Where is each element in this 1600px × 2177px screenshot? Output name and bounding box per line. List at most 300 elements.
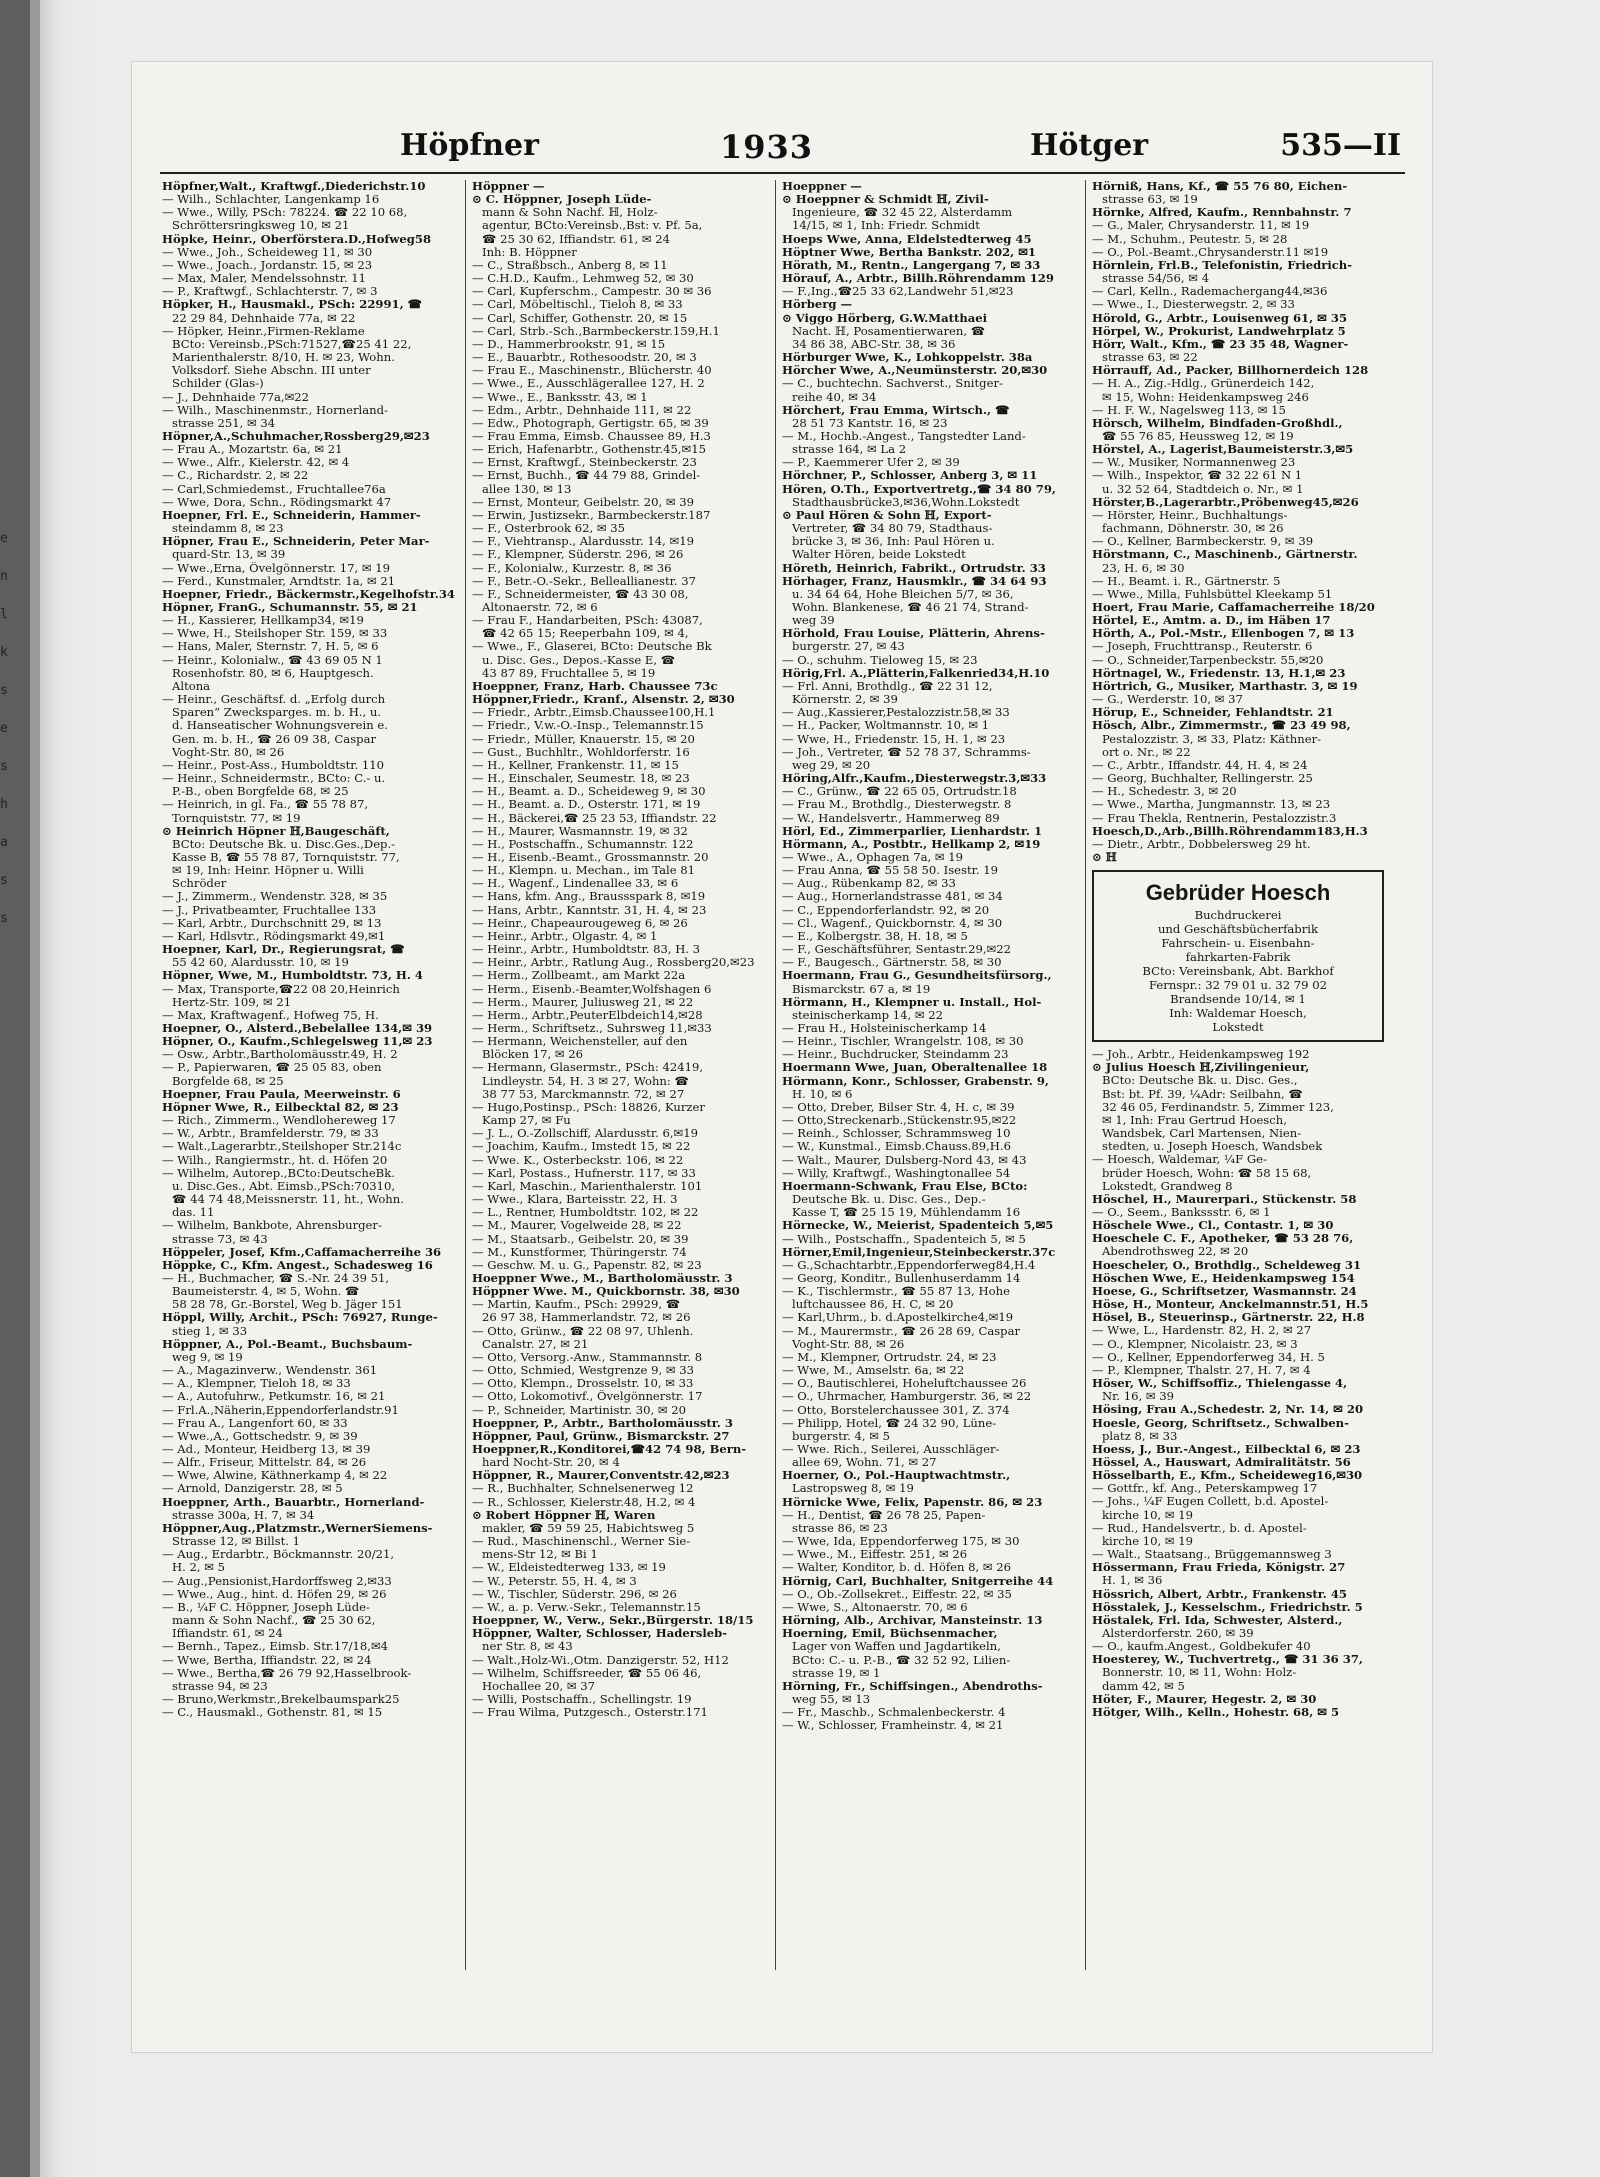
directory-entry-line: — J., Dehnhaide 77a,✉22: [162, 390, 310, 404]
directory-entry-line: — Arnold, Danzigerstr. 28, ✉ 5: [162, 1482, 343, 1496]
directory-entry-line: — Wwe., Milla, Fuhlsbüttel Kleekamp 51: [1092, 587, 1333, 601]
directory-entry-line: — L., Rentner, Humboldtstr. 102, ✉ 22: [472, 1206, 699, 1220]
directory-entry-line: — Wwe, H., Friedenstr. 15, H. 1, ✉ 23: [782, 732, 1006, 746]
directory-entry-line: kirche 10, ✉ 19: [1102, 1534, 1194, 1548]
directory-entry-line: Hörold, G., Arbtr., Louisenweg 61, ✉ 35: [1092, 311, 1348, 325]
directory-entry-line: ⊙ ℍ: [1092, 850, 1117, 864]
directory-entry-line: — F., Betr.-O.-Sekr., Belleallianestr. 37: [472, 574, 696, 588]
directory-entry-line: — Frau A., Mozartstr. 6a, ✉ 21: [162, 443, 343, 457]
directory-entry-line: — Max, Kraftwagenf., Hofweg 75, H.: [162, 1008, 379, 1022]
directory-entry-line: — C., buchtechn. Sachverst., Snitger-: [782, 377, 1003, 391]
directory-entry-line: — Otto, Borstelerchaussee 301, Z. 374: [782, 1403, 1010, 1417]
directory-entry-line: — Carl, Möbeltischl., Tieloh 8, ✉ 33: [472, 298, 683, 312]
directory-entry-line: — Wwe, H., Steilshoper Str. 159, ✉ 33: [162, 627, 388, 641]
directory-entry-line: — Wilh., Schlachter, Langenkamp 16: [162, 193, 380, 207]
directory-entry-line: — Rich., Zimmerm., Wendlohereweg 17: [162, 1114, 396, 1128]
directory-entry-line: stieg 1, ✉ 33: [172, 1324, 248, 1338]
header-first-name: Höpfner: [400, 128, 539, 163]
directory-entry-line: — R., Schlosser, Kielerstr.48, H.2, ✉ 4: [472, 1495, 696, 1509]
advertisement-line: Lokstedt: [1212, 1020, 1264, 1035]
directory-entry-line: — Rud., Handelsvertr., b. d. Apostel-: [1092, 1521, 1307, 1535]
directory-entry-line: — Hoesch, Waldemar, ¼F Ge-: [1092, 1153, 1267, 1167]
directory-entry-line: kirche 10, ✉ 19: [1102, 1508, 1194, 1522]
directory-entry-line: Hoermann, Frau G., Gesundheitsfürsorg.,: [782, 969, 1052, 983]
directory-entry-line: ⊙ Heinrich Höpner ℍ,Baugeschäft,: [162, 824, 390, 838]
directory-entry-line: — Carl, Strb.-Sch.,Barmbeckerstr.159,H.1: [472, 324, 720, 338]
directory-entry-line: — Philipp, Hotel, ☎ 24 32 90, Lüne-: [782, 1416, 997, 1430]
directory-entry-line: — H., Beamt. a. D., Osterstr. 171, ✉ 19: [472, 798, 701, 812]
advertisement-line: und Geschäftsbücherfabrik: [1157, 922, 1319, 937]
directory-entry-line: Gen. m. b. H., ☎ 26 09 38, Caspar: [172, 732, 377, 746]
directory-entry-line: weg 39: [792, 614, 835, 628]
directory-entry-line: — Wwe, Ida, Eppendorferweg 175, ✉ 30: [782, 1535, 1020, 1549]
directory-entry-line: Hörhold, Frau Louise, Plätterin, Ahrens-: [782, 627, 1045, 641]
directory-entry-line: Borgfelde 68, ✉ 25: [172, 1074, 284, 1088]
directory-entry-line: Wohn. Blankenese, ☎ 46 21 74, Strand-: [792, 601, 1029, 614]
directory-entry-line: — Joh., Arbtr., Heidenkampsweg 192: [1092, 1048, 1310, 1062]
directory-entry-line: Hössermann, Frau Frieda, Königstr. 27: [1092, 1561, 1346, 1575]
directory-entry-line: — Wilh., Rangiermstr., ht. d. Höfen 20: [162, 1153, 388, 1167]
directory-entry-line: Hörnlein, Frl.B., Telefonistin, Friedrich-: [1092, 258, 1353, 272]
gutter-letter: e: [0, 531, 8, 546]
directory-entry-line: — Aug.,Kassierer,Pestalozzistr.58,✉ 33: [782, 706, 1010, 720]
advertisement-line: Brandsende 10/14, ✉ 1: [1170, 992, 1306, 1007]
directory-entry-line: ✉ 15, Wohn: Heidenkampsweg 246: [1102, 390, 1309, 404]
directory-entry-line: damm 42, ✉ 5: [1102, 1679, 1185, 1693]
directory-entry-line: — A., Magazinverw., Wendenstr. 361: [162, 1364, 378, 1378]
directory-entry-line: Hörmann, H., Klempner u. Install., Hol-: [782, 995, 1042, 1009]
directory-entry-line: — Karl, Hdlsvtr., Rödingsmarkt 49,✉1: [162, 929, 386, 943]
directory-entry-line: — Ad., Monteur, Heidberg 13, ✉ 39: [162, 1443, 371, 1456]
directory-entry-line: — Otto,Streckenarb.,Stückenstr.95,✉22: [782, 1114, 1017, 1128]
directory-entry-line: — Ferd., Kunstmaler, Arndtstr. 1a, ✉ 21: [162, 574, 396, 588]
directory-entry-line: — Wilhelm, Bankbote, Ahrensburger-: [162, 1219, 382, 1233]
directory-entry-line: — Erich, Hafenarbtr., Gothenstr.45,✉15: [472, 443, 706, 457]
directory-entry-line: Strasse 12, ✉ Billst. 1: [172, 1535, 301, 1549]
directory-entry-line: strasse 164, ✉ La 2: [792, 443, 907, 457]
directory-entry-line: — F., Kolonialw., Kurzestr. 8, ✉ 36: [472, 561, 672, 575]
directory-entry-line: — O., Seem., Bankssstr. 6, ✉ 1: [1092, 1206, 1271, 1219]
directory-entry-line: Hörcher Wwe, A.,Neumünsterstr. 20,✉30: [782, 364, 1048, 378]
directory-entry-line: — Heinr., Schneidermstr., BCto: C.- u.: [162, 772, 386, 786]
directory-entry-line: Hoeps Wwe, Anna, Eldelstedterweg 45: [782, 232, 1032, 246]
directory-entry-line: burgerstr. 27, ✉ 43: [792, 640, 905, 654]
directory-entry-line: — Walt.,Holz-Wi.,Otm. Danzigerstr. 52, H12: [472, 1653, 729, 1667]
directory-entry-line: mann & Sohn Nachf., ☎ 25 30 62,: [172, 1614, 376, 1628]
gutter-letter: s: [0, 683, 8, 698]
directory-entry-line: — C., Eppendorferlandstr. 92, ✉ 20: [782, 903, 990, 917]
directory-entry-line: — Wwe., Joh., Scheideweg 11, ✉ 30: [162, 245, 373, 259]
directory-entry-line: Hörpel, W., Prokurist, Landwehrplatz 5: [1092, 324, 1346, 338]
directory-entry-line: — Aug., Rübenkamp 82, ✉ 33: [782, 877, 956, 891]
directory-entry-line: — Hans, Maler, Sternstr. 7, H. 5, ✉ 6: [162, 640, 379, 654]
directory-entry-line: burgerstr. 4, ✉ 5: [792, 1429, 891, 1443]
directory-entry-line: — C., Straßbsch., Anberg 8, ✉ 11: [472, 258, 668, 272]
directory-entry-line: — Osw., Arbtr.,Bartholomäusstr.49, H. 2: [162, 1048, 398, 1062]
header-year: 1933: [720, 128, 814, 166]
directory-entry-line: — Wwe.,Erna, Övelgönnerstr. 17, ✉ 19: [162, 561, 390, 575]
directory-column-2: [472, 180, 768, 1970]
directory-entry-line: — Wwe., E., Ausschlägerallee 127, H. 2: [472, 377, 705, 391]
directory-entry-line: — Joseph, Fruchttransp., Reuterstr. 6: [1092, 640, 1313, 654]
directory-entry-line: ☎ 42 65 15; Reeperbahn 109, ✉ 4,: [482, 627, 689, 641]
directory-entry-line: — H., Maurer, Wasmannstr. 19, ✉ 32: [472, 824, 688, 838]
directory-entry-line: — Wwe. Rich., Seilerei, Ausschläger-: [782, 1443, 1000, 1456]
directory-entry-line: — H., Kassierer, Hellkamp34, ✉19: [162, 614, 364, 628]
directory-entry-line: Hötger, Wilh., Kelln., Hohestr. 68, ✉ 5: [1092, 1705, 1340, 1719]
directory-entry-line: — Wwe.,A., Gottschedstr. 9, ✉ 39: [162, 1429, 358, 1443]
directory-entry-line: — Frau M., Brothdlg., Diesterwegstr. 8: [782, 798, 1012, 812]
directory-entry-line: Hoeppner, Franz, Harb. Chaussee 73c: [472, 679, 718, 693]
directory-entry-line: Höptner Wwe, Bertha Bankstr. 202, ✉1: [782, 245, 1036, 259]
directory-entry-line: Höring,Alfr.,Kaufm.,Diesterwegstr.3,✉33: [782, 772, 1047, 786]
directory-entry-line: — Wwe., A., Ophagen 7a, ✉ 19: [782, 850, 964, 864]
directory-entry-line: — Walt., Maurer, Dulsberg-Nord 43, ✉ 43: [782, 1153, 1027, 1167]
directory-entry-line: strasse 54/56, ✉ 4: [1102, 272, 1210, 286]
directory-entry-line: Höser, W., Schiffsoffiz., Thielengasse 4,: [1092, 1377, 1348, 1391]
directory-entry-line: — Otto, Versorg.-Anw., Stammannstr. 8: [472, 1350, 703, 1364]
directory-entry-line: — Herm., Zollbeamt., am Markt 22a: [472, 969, 686, 983]
directory-entry-line: — O., Ob.-Zollsekret., Eiffestr. 22, ✉ 35: [782, 1587, 1012, 1601]
running-header: [160, 128, 1405, 170]
directory-entry-line: — Wwe., F., Glaserei, BCto: Deutsche Bk: [472, 640, 712, 654]
directory-entry-line: Höstalek, Frl. Ida, Schwester, Alsterd.,: [1092, 1613, 1343, 1627]
directory-entry-line: platz 8, ✉ 33: [1102, 1429, 1178, 1443]
directory-entry-line: Hoerner, O., Pol.-Hauptwachtmstr.,: [782, 1469, 1011, 1483]
directory-entry-line: — C.H.D., Kaufm., Lehmweg 52, ✉ 30: [472, 272, 694, 286]
directory-entry-line: strasse 86, ✉ 23: [792, 1521, 888, 1535]
directory-entry-line: ⊙ Paul Hören & Sohn ℍ, Export-: [782, 508, 992, 522]
directory-entry-line: — C., Hausmakl., Gothenstr. 81, ✉ 15: [162, 1706, 383, 1720]
directory-entry-line: Ingenieure, ☎ 32 45 22, Alsterdamm: [792, 206, 1013, 220]
directory-entry-line: allee 69, Wohn. 71, ✉ 27: [792, 1456, 937, 1470]
directory-entry-line: strasse 63, ✉ 19: [1102, 193, 1198, 207]
directory-entry-line: — Friedr., Arbtr.,Eimsb.Chaussee100,H.1: [472, 706, 716, 720]
directory-entry-line: Abendrothsweg 22, ✉ 20: [1102, 1245, 1249, 1259]
directory-entry-line: — W., Tischler, Süderstr. 296, ✉ 26: [472, 1587, 677, 1601]
directory-entry-line: Hösselbarth, E., Kfm., Scheideweg16,✉30: [1092, 1469, 1363, 1483]
directory-entry-line: Baumeisterstr. 4, ✉ 5, Wohn. ☎: [172, 1285, 360, 1299]
directory-entry-line: Hörburger Wwe, K., Lohkoppelstr. 38a: [782, 351, 1033, 365]
directory-entry-line: hard Nocht-Str. 20, ✉ 4: [482, 1456, 620, 1470]
directory-column-3: [782, 180, 1078, 1970]
directory-entry-line: — Max, Maler, Mendelssohnstr. 11: [162, 272, 366, 286]
directory-entry-line: 26 97 38, Hammerlandstr. 72, ✉ 26: [482, 1311, 691, 1325]
directory-entry-line: — Wwe., Bertha,☎ 26 79 92,Hasselbrook-: [162, 1666, 412, 1680]
directory-entry-line: Hoepner, Frl. E., Schneiderin, Hammer-: [162, 508, 421, 522]
directory-entry-line: Hoescheler, O., Brothdlg., Scheldeweg 31: [1092, 1258, 1362, 1272]
directory-entry-line: — Edw., Photograph, Gertigstr. 65, ✉ 39: [472, 416, 709, 430]
directory-entry-line: — H., Einschaler, Seumestr. 18, ✉ 23: [472, 772, 690, 786]
directory-entry-line: BCto: C.- u. P.-B., ☎ 32 52 92, Lilien-: [792, 1653, 1011, 1667]
directory-entry-line: Hoeppner,R.,Konditorei,☎42 74 98, Bern-: [472, 1443, 747, 1456]
directory-entry-line: Schilder (Glas-): [172, 377, 264, 391]
directory-entry-line: — F., Osterbrook 62, ✉ 35: [472, 522, 625, 536]
directory-entry-line: Hörchert, Frau Emma, Wirtsch., ☎: [782, 403, 1010, 417]
directory-entry-line: Höppl, Willy, Archit., PSch: 76927, Runge-: [162, 1311, 438, 1325]
directory-entry-line: Iffiandstr. 61, ✉ 24: [172, 1627, 283, 1641]
directory-entry-line: — Wilh., Inspektor, ☎ 32 22 61 N 1: [1092, 469, 1303, 483]
directory-entry-line: — H., Beamt. a. D., Scheideweg 9, ✉ 30: [472, 785, 706, 799]
directory-entry-line: — Reinh., Schlosser, Schrammsweg 10: [782, 1127, 1011, 1141]
directory-entry-line: BCto: Vereinsb.,PSch:71527,☎25 41 22,: [172, 337, 412, 351]
directory-entry-line: Höppner Wwe. M., Quickbornstr. 38, ✉30: [472, 1285, 740, 1299]
directory-entry-line: — Karl, Postass., Hufnerstr. 117, ✉ 33: [472, 1166, 696, 1180]
directory-entry-line: Hoese, G., Schriftsetzer, Wasmannstr. 24: [1092, 1284, 1357, 1298]
directory-entry-line: — M., Maurermstr., ☎ 26 28 69, Caspar: [782, 1324, 1021, 1338]
directory-entry-line: Schröder: [172, 877, 227, 891]
directory-entry-line: Deutsche Bk. u. Disc. Ges., Dep.-: [792, 1193, 986, 1207]
directory-entry-line: Pestalozzistr. 3, ✉ 33, Platz: Käthner-: [1102, 732, 1322, 746]
directory-entry-line: Höppner, Paul, Grünw., Bismarckstr. 27: [472, 1429, 730, 1443]
directory-entry-line: H. 10, ✉ 6: [792, 1087, 853, 1101]
directory-entry-line: — Wwe, Dora, Schn., Rödingsmarkt 47: [162, 495, 392, 509]
directory-entry-line: — Carl, Kelln., Rademachergang44,✉36: [1092, 285, 1328, 299]
directory-entry-line: — J., Privatbeamter, Fruchtallee 133: [162, 903, 377, 917]
directory-entry-line: 58 28 78, Gr.-Borstel, Weg b. Jäger 151: [172, 1298, 403, 1312]
directory-entry-line: — Hermann, Glasermstr., PSch: 42419,: [472, 1061, 704, 1075]
directory-entry-line: — G., Werderstr. 10, ✉ 37: [1092, 693, 1243, 707]
directory-entry-line: weg 9, ✉ 19: [172, 1350, 243, 1364]
directory-entry-line: — Edm., Arbtr., Dehnhaide 111, ✉ 22: [472, 403, 692, 417]
advertisement-line: Fahrschein- u. Eisenbahn-: [1161, 936, 1315, 951]
directory-entry-line: Hörchner, P., Schlosser, Anberg 3, ✉ 11: [782, 469, 1038, 483]
directory-entry-line: Hoermann Wwe, Juan, Oberaltenallee 18: [782, 1061, 1048, 1075]
directory-entry-line: Hoeppner Wwe., M., Bartholomäusstr. 3: [472, 1271, 733, 1285]
directory-entry-line: Hörster,B.,Lagerarbtr.,Pröbenweg45,✉26: [1092, 495, 1359, 509]
directory-entry-line: d. Hanseatischer Wohnungsverein e.: [172, 719, 388, 733]
advertisement-line: Buchdruckerei: [1194, 908, 1282, 923]
directory-entry-line: Altonaerstr. 72, ✉ 6: [482, 601, 598, 614]
directory-entry-line: — P., Papierwaren, ☎ 25 05 83, oben: [162, 1061, 382, 1075]
directory-entry-line: — Hugo,Postinsp., PSch: 18826, Kurzer: [472, 1100, 705, 1114]
directory-entry-line: mann & Sohn Nachf. ℍ, Holz-: [482, 206, 658, 220]
directory-entry-line: Sparen“ Zwecksparges. m. b. H., u.: [172, 706, 382, 720]
directory-entry-line: Hösing, Frau A.,Schedestr. 2, Nr. 14, ✉ 20: [1092, 1403, 1364, 1417]
directory-entry-line: Hoeppner, Arth., Bauarbtr., Hornerland-: [162, 1495, 425, 1509]
directory-entry-line: BCto: Deutsche Bk. u. Disc.Ges.,Dep.-: [172, 837, 396, 851]
directory-entry-line: Hösel, B., Steuerinsp., Gärtnerstr. 22, H.8: [1092, 1311, 1365, 1325]
directory-entry-line: — O., Pol.-Beamt.,Chrysanderstr.11 ✉19: [1092, 245, 1329, 259]
directory-entry-line: Hoermann-Schwank, Frau Else, BCto:: [782, 1179, 1028, 1193]
directory-entry-line: Hoepner, Friedr., Bäckermstr.,Kegelhofstr.34: [162, 587, 455, 601]
directory-entry-line: Höppner, R., Maurer,Conventstr.42,✉23: [472, 1469, 730, 1483]
directory-entry-line: Höppner, A., Pol.-Beamt., Buchsbaum-: [162, 1337, 413, 1351]
advertisement-box: [1092, 870, 1384, 1042]
directory-entry-line: — Heinr., Chapeaurougeweg 6, ✉ 26: [472, 916, 688, 930]
directory-entry-line: ⊙ Hoeppner & Schmidt ℍ, Zivil-: [782, 193, 989, 207]
directory-entry-line: — H. F. W., Nagelsweg 113, ✉ 15: [1092, 403, 1286, 417]
directory-entry-line: Hörberg —: [782, 298, 853, 312]
directory-entry-line: — M., Kunstformer, Thüringerstr. 74: [472, 1245, 687, 1259]
directory-entry-line: Walter Hören, beide Lokstedt: [792, 548, 966, 562]
directory-entry-line: Körnerstr. 2, ✉ 39: [792, 693, 898, 707]
directory-entry-line: strasse 251, ✉ 34: [172, 416, 276, 430]
directory-entry-line: agentur, BCto:Vereinsb.,Bst: v. Pf. 5a,: [482, 219, 703, 233]
directory-entry-line: Vertreter, ☎ 34 80 79, Stadthaus-: [792, 522, 993, 536]
directory-entry-line: — Wwe., Aug., hint. d. Höfen 29, ✉ 26: [162, 1587, 387, 1601]
directory-entry-line: Hörtel, E., Amtm. a. D., im Häben 17: [1092, 614, 1331, 628]
directory-entry-line: Hörtrich, G., Musiker, Marthastr. 3, ✉ 19: [1092, 679, 1358, 693]
directory-entry-line: weg 55, ✉ 13: [792, 1692, 871, 1706]
directory-entry-line: — P., Kraftwgf., Schlachterstr. 7, ✉ 3: [162, 285, 378, 299]
directory-entry-line: — W., Arbtr., Bramfelderstr. 79, ✉ 33: [162, 1127, 379, 1141]
directory-entry-line: Hörth, A., Pol.-Mstr., Ellenbogen 7, ✉ 13: [1092, 627, 1355, 641]
directory-entry-line: — G., Maler, Chrysanderstr. 11, ✉ 19: [1092, 219, 1310, 233]
directory-entry-line: — Walt., Staatsang., Brüggemannsweg 3: [1092, 1548, 1332, 1562]
gutter-letter: l: [0, 607, 8, 622]
directory-entry-line: — Heinr., Arbtr., Olgastr. 4, ✉ 1: [472, 929, 658, 943]
directory-entry-line: stedten, u. Joseph Hoesch, Wandsbek: [1102, 1140, 1323, 1154]
directory-entry-line: — Erwin, Justizsekr., Barmbeckerstr.187: [472, 508, 711, 522]
directory-entry-line: Hörnicke Wwe, Felix, Papenstr. 86, ✉ 23: [782, 1495, 1043, 1509]
directory-entry-line: 43 87 89, Fruchtallee 5, ✉ 19: [482, 666, 656, 680]
directory-entry-line: — Frau Anna, ☎ 55 58 50. Isestr. 19: [782, 864, 999, 878]
directory-entry-line: Hörr, Walt., Kfm., ☎ 23 35 48, Wagner-: [1092, 337, 1349, 351]
directory-entry-line: — Wwe., Willy, PSch: 78224. ☎ 22 10 68,: [162, 206, 408, 220]
column-divider: [465, 180, 466, 1970]
directory-entry-line: — Wwe., Joach., Jordanstr. 15, ✉ 23: [162, 258, 373, 272]
directory-entry-line: H. 2, ✉ 5: [172, 1561, 226, 1575]
directory-entry-line: — F., Baugesch., Gärtnerstr. 58, ✉ 30: [782, 956, 1002, 970]
directory-entry-line: — Gust., Buchhltr., Wohldorferstr. 16: [472, 745, 690, 759]
directory-entry-line: Hoesterey, W., Tuchvertretg., ☎ 31 36 37,: [1092, 1653, 1363, 1667]
directory-entry-line: Höpner, FranG., Schumannstr. 55, ✉ 21: [162, 601, 418, 614]
directory-entry-line: — F., Klempner, Süderstr. 296, ✉ 26: [472, 548, 684, 562]
directory-entry-line: Höschen Wwe, E., Heidenkampsweg 154: [1092, 1271, 1355, 1285]
directory-entry-line: strasse 73, ✉ 43: [172, 1232, 268, 1246]
directory-entry-line: 22 29 84, Dehnhaide 77a, ✉ 22: [172, 311, 356, 325]
directory-entry-line: — E., Bauarbtr., Rothesoodstr. 20, ✉ 3: [472, 351, 697, 365]
directory-entry-line: Hösch, Albr., Zimmermstr., ☎ 23 49 98,: [1092, 719, 1351, 733]
directory-columns: [162, 180, 1402, 1980]
directory-entry-line: Hörsch, Wilhelm, Bindfaden-Großhdl.,: [1092, 416, 1343, 430]
directory-entry-line: — Otto, Klempn., Drosselstr. 10, ✉ 33: [472, 1377, 694, 1391]
directory-entry-line: Höschele Wwe., Cl., Contastr. 1, ✉ 30: [1092, 1219, 1334, 1233]
directory-entry-line: Hoeppner, W., Verw., Sekr.,Bürgerstr. 18/15: [472, 1614, 754, 1628]
directory-entry-line: — O., kaufm.Angest., Goldbekufer 40: [1092, 1640, 1311, 1654]
advertisement-line: Inh: Waldemar Hoesch,: [1169, 1006, 1307, 1021]
directory-entry-line: ☎ 25 30 62, Iffiandstr. 61, ✉ 24: [482, 232, 670, 246]
directory-entry-line: Hörning, Alb., Archivar, Mansteinstr. 13: [782, 1614, 1043, 1628]
directory-entry-line: — Joh., Vertreter, ☎ 52 78 37, Schramms-: [782, 745, 1031, 759]
header-rule: [160, 172, 1405, 174]
directory-entry-line: — W., Handelsvertr., Hammerweg 89: [782, 811, 1000, 825]
directory-entry-line: ort o. Nr., ✉ 22: [1102, 745, 1191, 759]
directory-entry-line: — Frl.A.,Näherin,Eppendorferlandstr.91: [162, 1403, 399, 1417]
directory-entry-line: — W., Peterstr. 55, H. 4, ✉ 3: [472, 1574, 637, 1588]
directory-entry-line: — Hans, Arbtr., Kanntstr. 31, H. 4, ✉ 23: [472, 903, 707, 917]
directory-entry-line: Hörtnagel, W., Friedenstr. 13, H.1,✉ 23: [1092, 666, 1346, 680]
directory-entry-line: Blöcken 17, ✉ 26: [482, 1048, 584, 1062]
directory-entry-line: — Höpker, Heinr.,Firmen-Reklame: [162, 324, 365, 338]
directory-entry-line: strasse 94, ✉ 23: [172, 1679, 268, 1693]
directory-entry-line: — D., Hammerbrookstr. 91, ✉ 15: [472, 337, 666, 351]
directory-entry-line: — H., Dentist, ☎ 26 78 25, Papen-: [782, 1508, 986, 1522]
directory-entry-line: — Wwe., E., Banksstr. 43, ✉ 1: [472, 390, 648, 404]
directory-entry-line: — M., Maurer, Vogelweide 28, ✉ 22: [472, 1219, 682, 1233]
directory-entry-line: Hörnecke, W., Meierist, Spadenteich 5,✉5: [782, 1219, 1054, 1233]
directory-entry-line: — Carl, Kupferschm., Campestr. 30 ✉ 36: [472, 285, 712, 299]
directory-entry-line: H. 1, ✉ 36: [1102, 1574, 1163, 1588]
directory-entry-line: — Ernst, Buchh., ☎ 44 79 88, Grindel-: [472, 469, 701, 483]
directory-entry-line: — F., Geschäftsführer, Sentastr.29,✉22: [782, 943, 1011, 957]
directory-entry-line: — Wwe, L., Hardenstr. 82, H. 2, ✉ 27: [1092, 1324, 1312, 1338]
directory-entry-line: — Heinr., Arbtr., Ratlung Aug., Rossberg20,✉23: [472, 956, 755, 970]
directory-entry-line: P.-B., oben Borgfelde 68, ✉ 25: [172, 785, 349, 799]
directory-entry-line: BCto: Deutsche Bk. u. Disc. Ges.,: [1102, 1074, 1298, 1088]
directory-entry-line: das. 11: [172, 1206, 215, 1220]
directory-entry-line: — M., Staatsarb., Geibelstr. 20, ✉ 39: [472, 1232, 689, 1246]
advertisement-line: Fernspr.: 32 79 01 u. 32 79 02: [1149, 978, 1327, 993]
directory-entry-line: — H., Eisenb.-Beamt., Grossmannstr. 20: [472, 850, 709, 864]
directory-entry-line: — Wilh., Postschaffn., Spadenteich 5, ✉ 5: [782, 1232, 1026, 1246]
directory-entry-line: — H., Postschaffn., Schumannstr. 122: [472, 837, 694, 851]
directory-column-1: [162, 180, 458, 1970]
directory-entry-line: brücke 3, ✉ 36, Inh: Paul Hören u.: [792, 535, 995, 549]
directory-entry-line: steindamm 8, ✉ 23: [172, 522, 284, 536]
directory-entry-line: ⊙ C. Höppner, Joseph Lüde-: [472, 193, 652, 207]
directory-entry-line: quard-Str. 13, ✉ 39: [172, 548, 286, 562]
directory-entry-line: ner Str. 8, ✉ 43: [482, 1640, 573, 1654]
directory-entry-line: Wandsbek, Carl Martensen, Nien-: [1102, 1127, 1302, 1141]
directory-entry-line: strasse 19, ✉ 1: [792, 1666, 881, 1680]
directory-entry-line: — H., Kellner, Frankenstr. 11, ✉ 15: [472, 758, 679, 772]
directory-entry-line: — F., Schneidermeister, ☎ 43 30 08,: [472, 587, 689, 601]
directory-entry-line: Inh: B. Höppner: [482, 245, 577, 259]
directory-entry-line: brüder Hoesch, Wohn: ☎ 58 15 68,: [1102, 1166, 1312, 1180]
directory-entry-line: Kasse T, ☎ 25 15 19, Mühlendamm 16: [792, 1206, 1021, 1220]
directory-entry-line: — H., Schedestr. 3, ✉ 20: [1092, 785, 1237, 799]
directory-entry-line: — O., Uhrmacher, Hamburgerstr. 36, ✉ 22: [782, 1390, 1032, 1404]
directory-entry-line: — W., Kunstmal., Eimsb.Chauss.89,H.6: [782, 1140, 1011, 1154]
directory-entry-line: — Friedr., V.w.-O.-Insp., Telemannstr.15: [472, 719, 704, 733]
directory-entry-line: Höpner, Frau E., Schneiderin, Peter Mar-: [162, 535, 430, 549]
directory-entry-line: — Wwe., Martha, Jungmannstr. 13, ✉ 23: [1092, 798, 1331, 812]
directory-entry-line: Hörath, M., Rentn., Langergang 7, ✉ 33: [782, 258, 1041, 272]
directory-entry-line: reihe 40, ✉ 34: [792, 390, 877, 404]
directory-entry-line: strasse 63, ✉ 22: [1102, 351, 1198, 365]
directory-entry-line: — Wwe, Bertha, Iffiandstr. 22, ✉ 24: [162, 1653, 372, 1667]
directory-entry-line: luftchaussee 86, H. C, ✉ 20: [792, 1298, 954, 1312]
directory-entry-line: Bonnerstr. 10, ✉ 11, Wohn: Holz-: [1102, 1666, 1297, 1680]
gutter-letter: s: [0, 873, 8, 888]
directory-entry-line: Hörrauff, Ad., Packer, Billhornerdeich 128: [1092, 364, 1369, 378]
column-divider: [1085, 180, 1086, 1970]
directory-entry-line: Hörniß, Hans, Kf., ☎ 55 76 80, Eichen-: [1092, 180, 1348, 193]
directory-entry-line: Kasse B, ☎ 55 78 87, Tornquiststr. 77,: [172, 850, 400, 864]
directory-entry-line: 34 86 38, ABC-Str. 38, ✉ 36: [792, 337, 956, 351]
directory-entry-line: Höpfner,Walt., Kraftwgf.,Diederichstr.10: [162, 180, 426, 193]
directory-entry-line: — O., Kellner, Barmbeckerstr. 9, ✉ 39: [1092, 535, 1314, 549]
directory-entry-line: Marienthalerstr. 8/10, H. ✉ 23, Wohn.: [172, 351, 395, 365]
directory-entry-line: — R., Buchhalter, Schnelsenerweg 12: [472, 1482, 694, 1496]
directory-entry-line: — M., Hochb.-Angest., Tangstedter Land-: [782, 429, 1026, 443]
directory-entry-line: — J. L., O.-Zollschiff, Alardusstr. 6,✉19: [472, 1127, 698, 1141]
directory-entry-line: 32 46 05, Ferdinandstr. 5, Zimmer 123,: [1102, 1100, 1334, 1114]
directory-entry-line: — Frau Wilma, Putzgesch., Osterstr.171: [472, 1706, 708, 1720]
directory-entry-line: — Heinr., Tischler, Wrangelstr. 108, ✉ 30: [782, 1035, 1024, 1049]
directory-entry-line: — Hermann, Weichensteller, auf den: [472, 1035, 688, 1049]
directory-entry-line: Hoepner, Frau Paula, Meerweinstr. 6: [162, 1087, 401, 1101]
directory-entry-line: Höschel, H., Maurerpari., Stückenstr. 58: [1092, 1192, 1357, 1206]
directory-entry-line: — Heinrich, in gl. Fa., ☎ 55 78 87,: [162, 798, 369, 812]
directory-entry-line: — Ernst, Monteur, Geibelstr. 20, ✉ 39: [472, 495, 695, 509]
directory-entry-line: — Max, Transporte,☎22 08 20,Heinrich: [162, 982, 400, 996]
directory-entry-line: — A., Autofuhrw., Petkumstr. 16, ✉ 21: [162, 1390, 386, 1404]
directory-entry-line: Kamp 27, ✉ Fu: [482, 1114, 571, 1128]
directory-entry-line: — O., schuhm. Tieloweg 15, ✉ 23: [782, 653, 978, 667]
